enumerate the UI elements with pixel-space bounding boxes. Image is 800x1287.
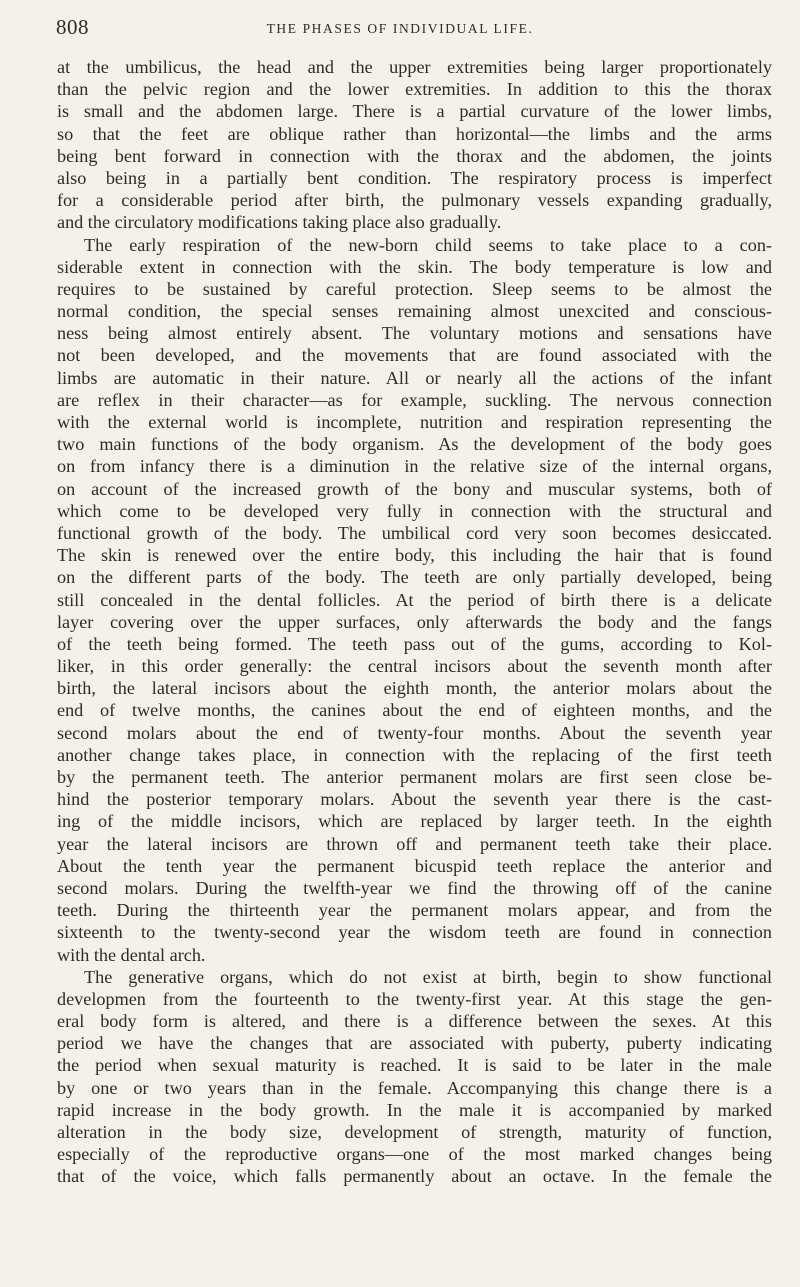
text-line: by one or two years than in the female. Accompanying this change there is a (57, 1077, 772, 1098)
text-line: another change takes place, in connection with the replacing of the first teeth (57, 744, 772, 765)
text-line: not been developed, and the movements that are found associated with the (57, 345, 772, 366)
body-text (57, 56, 772, 1188)
text-line: is small and the abdomen large. There is a partial curvature of the lower limbs, (57, 101, 772, 122)
running-head: THE PHASES OF INDIVIDUAL LIFE. (266, 21, 534, 36)
text-line: sixteenth to the twenty-second year the wisdom teeth are found in connection (57, 922, 772, 943)
text-line: still concealed in the dental follicles. At the period of birth there is a delicate (57, 589, 772, 610)
text-line: two main functions of the body organism. As the development of the body goes (57, 434, 772, 455)
text-line: for a considerable period after birth, the pulmonary vessels expanding gradually, (57, 190, 772, 211)
text-line: The generative organs, which do not exist at birth, begin to show functional (84, 966, 772, 987)
text-line: requires to be sustained by careful protection. Sleep seems to be almost the (57, 278, 772, 299)
text-line: liker, in this order generally: the central incisors about the seventh month after (57, 656, 772, 677)
text-line: on from infancy there is a diminution in the relative size of the internal organs, (57, 456, 772, 477)
text-line: so that the feet are oblique rather than horizontal—the limbs and the arms (57, 123, 772, 144)
text-line: at the umbilicus, the head and the upper extremities being larger proportionately (57, 57, 772, 77)
text-line: The early respiration of the new-born child seems to take place to a con- (84, 234, 772, 255)
text-line: second molars about the end of twenty-four months. About the seventh year (57, 722, 772, 743)
text-line: functional growth of the body. The umbilical cord very soon becomes desiccated. (57, 522, 772, 543)
text-line: the period when sexual maturity is reached. It is said to be later in the male (57, 1055, 772, 1076)
text-line: than the pelvic region and the lower extremities. In addition to this the thorax (57, 79, 772, 100)
text-line: especially of the reproductive organs—one of the most marked changes being (57, 1144, 772, 1165)
text-line: that of the voice, which falls permanently about an octave. In the female the (57, 1166, 772, 1187)
text-line: alteration in the body size, development of strength, maturity of function, (57, 1122, 772, 1142)
text-line: birth, the lateral incisors about the eighth month, the anterior molars about the (57, 678, 772, 699)
text-line: by the permanent teeth. The anterior permanent molars are first seen close be- (57, 767, 772, 787)
text-line: About the tenth year the permanent bicuspid teeth replace the anterior and (57, 855, 772, 876)
text-line: siderable extent in connection with the skin. The body temperature is low and (57, 256, 772, 277)
text-line: second molars. During the twelfth-year we find the throwing off of the canine (57, 877, 772, 898)
page-number: 808 (56, 15, 89, 39)
text-line: which come to be developed very fully in connection with the structural and (57, 500, 772, 521)
text-line: ness being almost entirely absent. The voluntary motions and sensations have (57, 323, 772, 344)
text-line: period we have the changes that are associated with puberty, puberty indicating (57, 1033, 772, 1054)
text-line: on the different parts of the body. The teeth are only partially developed, being (57, 567, 772, 588)
text-line: ing of the middle incisors, which are replaced by larger teeth. In the eighth (57, 811, 772, 832)
text-line: and the circulatory modifications taking place also gradually. (57, 212, 502, 233)
text-line: eral body form is altered, and there is a difference between the sexes. At this (57, 1011, 772, 1032)
text-line: normal condition, the special senses remaining almost unexcited and conscious- (57, 301, 772, 322)
text-line: rapid increase in the body growth. In the male it is accompanied by marked (57, 1099, 772, 1120)
text-line: hind the posterior temporary molars. About the seventh year there is the cast- (57, 789, 772, 810)
text-line: being bent forward in connection with the thorax and the abdomen, the joints (57, 145, 772, 166)
text-line: also being in a partially bent condition. The respiratory process is imperfect (57, 167, 772, 188)
text-line: with the dental arch. (57, 944, 206, 965)
text-line: are reflex in their character—as for example, suckling. The nervous connection (57, 389, 772, 410)
text-line: with the external world is incomplete, nutrition and respiration representing the (57, 412, 772, 432)
text-line: layer covering over the upper surfaces, only afterwards the body and the fangs (57, 611, 772, 632)
text-line: teeth. During the thirteenth year the permanent molars appear, and from the (57, 900, 772, 921)
text-line: The skin is renewed over the entire body, this including the hair that is found (57, 545, 772, 566)
text-line: on account of the increased growth of the bony and muscular systems, both of (57, 478, 772, 499)
text-line: end of twelve months, the canines about the end of eighteen months, and the (57, 700, 772, 721)
text-line: year the lateral incisors are thrown off and permanent teeth take their place. (57, 833, 772, 854)
text-line: limbs are automatic in their nature. All or nearly all the actions of the infant (57, 367, 772, 388)
text-line: of the teeth being formed. The teeth pass out of the gums, according to Kol- (57, 633, 772, 654)
text-line: developmen from the fourteenth to the twenty-first year. At this stage the gen- (57, 988, 772, 1009)
